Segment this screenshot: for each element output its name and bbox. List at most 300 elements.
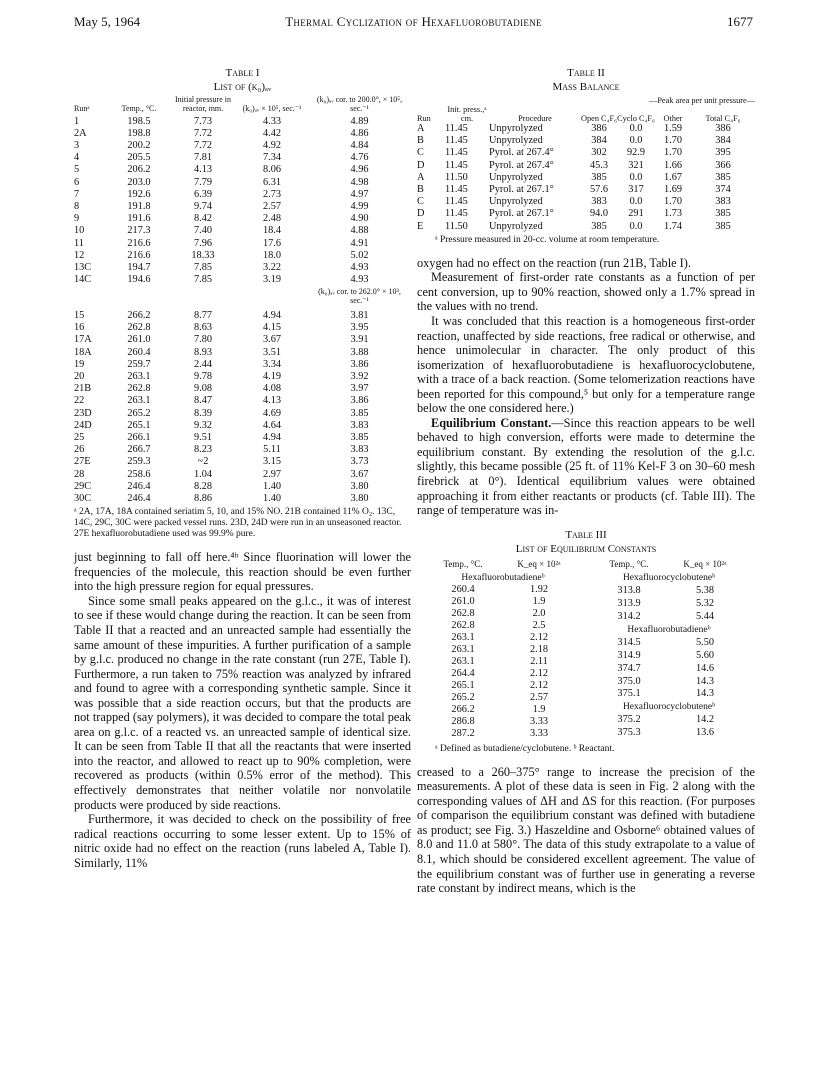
table2-row-cell: 385 bbox=[591, 220, 607, 232]
table3-col-temp-left: Temp., °C. bbox=[443, 558, 483, 569]
table3-cell: 2.12 bbox=[530, 631, 549, 643]
table2-row-cell: Unpyrolyzed bbox=[489, 123, 543, 134]
table1-row-cell: 8.77 bbox=[193, 310, 213, 322]
table1-row-cell: 216.6 bbox=[127, 249, 151, 261]
table2-row-cell: 1.67 bbox=[663, 171, 683, 183]
table1-row-cell: 260.4 bbox=[127, 346, 151, 358]
table1-row bbox=[74, 116, 411, 128]
table1-col-kcor: (k₀)ₐᵥ cor. to 200.0°, × 10⁵, sec.⁻¹ bbox=[316, 95, 403, 113]
table1-row-cell: 9.74 bbox=[193, 201, 213, 213]
table1-row-cell: 4.13 bbox=[262, 395, 282, 407]
table2-row-cell: 385 bbox=[715, 171, 731, 183]
table1-row-cell: 8.39 bbox=[193, 407, 213, 419]
table2-header-row bbox=[417, 105, 755, 123]
table2-row-cell: 11.45 bbox=[445, 208, 468, 220]
table3-cell: 1.92 bbox=[530, 583, 549, 595]
table2-row-cell: A bbox=[417, 171, 425, 183]
table2-row-cell: 11.45 bbox=[445, 196, 468, 208]
table2-row-cell: 383 bbox=[591, 196, 607, 208]
table1-row-cell: 27E bbox=[74, 456, 91, 468]
table1-row-cell: 22 bbox=[74, 395, 85, 407]
table1-row-cell: 1.04 bbox=[193, 468, 213, 480]
table1-col-temp: Temp., °C. bbox=[121, 103, 157, 113]
table3-cell: 375.2 bbox=[617, 714, 641, 726]
table2-row-cell: 0.0 bbox=[629, 123, 643, 134]
table1-row-cell: 4.92 bbox=[262, 140, 282, 151]
table2-row bbox=[417, 172, 755, 184]
table1-row-cell: 9.51 bbox=[193, 432, 213, 444]
table1-row bbox=[74, 225, 411, 237]
table3-cell: 3.33 bbox=[530, 715, 549, 727]
table3-row bbox=[427, 608, 579, 620]
table1-row-cell: 3.67 bbox=[350, 468, 369, 480]
table1-row-cell: 1 bbox=[74, 115, 80, 127]
table1-row bbox=[74, 383, 411, 395]
table1-row-cell: 12 bbox=[74, 249, 85, 261]
table3-cell: 1.9 bbox=[532, 703, 546, 715]
table1-row-cell: 192.6 bbox=[127, 188, 151, 200]
table1 bbox=[74, 96, 411, 505]
table1-row bbox=[74, 152, 411, 164]
table3-row bbox=[427, 704, 579, 716]
table2-footnote: ᵃ Pressure measured in 20-cc. volume at room temperature. bbox=[435, 234, 660, 245]
table2-row-cell: Unpyrolyzed bbox=[489, 135, 543, 147]
table3-cell: 265.1 bbox=[451, 679, 475, 691]
table2-row bbox=[417, 123, 755, 135]
table1-row-cell: 4.42 bbox=[262, 127, 282, 139]
table1-header-row bbox=[74, 96, 411, 116]
table1-row bbox=[74, 469, 411, 481]
table1-row bbox=[74, 250, 411, 262]
table2-row-cell: 366 bbox=[715, 159, 731, 171]
table3-group-right-3 bbox=[593, 701, 745, 714]
table1-footnote: ᵃ 2A, 17A, 18A contained seriatim 5, 10, and 15% NO. 21B contained 11% O₂. 13C, 14C, 29C, 30C were packed vessel runs. 23D, 24D were run in an unseasoned reactor. 27E hexafluorobutadiene used was 99.9% pure. bbox=[74, 507, 402, 540]
table1-row-cell: 263.1 bbox=[127, 395, 151, 407]
table1-row-cell: 7.72 bbox=[193, 140, 213, 151]
table3-row bbox=[427, 716, 579, 728]
table3-cell: 2.12 bbox=[530, 667, 549, 679]
table3-cell: 261.0 bbox=[451, 595, 475, 607]
table3-cell: 286.8 bbox=[451, 715, 475, 727]
table1-row-cell: 8.23 bbox=[193, 444, 213, 456]
table1-row bbox=[74, 128, 411, 140]
table1-row-cell: 7.40 bbox=[193, 225, 213, 237]
table3-group-left-label: Hexafluorobutadieneᵇ bbox=[461, 572, 545, 583]
table1-row-cell: 14C bbox=[74, 274, 92, 286]
table1-row-cell: 29C bbox=[74, 480, 92, 492]
table1-row-cell: 217.3 bbox=[127, 225, 151, 237]
table1-row-cell: 11 bbox=[74, 237, 84, 249]
table2-body bbox=[417, 123, 755, 233]
table2-title: Mass Balance bbox=[552, 81, 620, 93]
table1-row bbox=[74, 359, 411, 371]
table2-row-cell: 1.66 bbox=[663, 159, 683, 171]
right-body-text-2 bbox=[417, 765, 755, 896]
table2-row-cell: A bbox=[417, 123, 425, 134]
table2-number: Table II bbox=[567, 67, 605, 79]
table3-cell: 287.2 bbox=[451, 727, 475, 739]
table2-row-cell: Pyrol. at 267.4° bbox=[489, 159, 554, 171]
table2-row-cell: 11.45 bbox=[445, 184, 468, 196]
table1-row-cell: 3.51 bbox=[262, 346, 282, 358]
table1-row-cell: 6.39 bbox=[193, 188, 213, 200]
table3-row bbox=[427, 644, 579, 656]
table1-row-cell: 4.64 bbox=[262, 419, 282, 431]
table3-left-body bbox=[427, 572, 579, 740]
table1-row-cell: 7.85 bbox=[193, 262, 213, 274]
table1-row-cell: 4.89 bbox=[350, 115, 369, 127]
table1-row-cell: 4.76 bbox=[350, 152, 369, 164]
table3-col-keq-left: K_eq × 10²ᵃ bbox=[517, 558, 561, 569]
table3-cell: 260.4 bbox=[451, 583, 475, 595]
table3-cell: 375.3 bbox=[617, 727, 641, 739]
table3-row bbox=[427, 596, 579, 608]
table2-row-cell: 11.50 bbox=[445, 220, 468, 232]
table3-group-right-1-label: Hexafluorocyclobuteneᵇ bbox=[622, 573, 716, 584]
table2-row-cell: 0.0 bbox=[629, 135, 643, 147]
table1-row bbox=[74, 189, 411, 201]
table1-row-cell: 3.85 bbox=[350, 407, 369, 419]
header-date: May 5, 1964 bbox=[74, 14, 141, 29]
table3-cell: 375.1 bbox=[617, 688, 641, 700]
table2-col-total: Total C₄F₆ bbox=[705, 114, 741, 123]
table1-row-cell: 3.95 bbox=[350, 322, 369, 334]
table3-footnote: ᵃ Defined as butadiene/cyclobutene. ᵇ Reactant. bbox=[435, 743, 615, 754]
table2-row-cell: 57.6 bbox=[589, 184, 609, 196]
table2-row-cell: 94.0 bbox=[589, 208, 609, 220]
table2-row-cell: 383 bbox=[715, 196, 731, 208]
table2-row bbox=[417, 147, 755, 159]
table3-title: List of Equilibrium Constants bbox=[515, 542, 657, 555]
table1-row-cell: 3.86 bbox=[350, 358, 369, 370]
table1-subheader-row bbox=[74, 286, 411, 310]
table3-group-right-1 bbox=[593, 572, 745, 585]
table1-row-cell: 28 bbox=[74, 468, 85, 480]
table1-row-cell: 259.7 bbox=[127, 358, 151, 370]
table2-row-cell: B bbox=[417, 135, 424, 147]
table1-row-cell: 3.88 bbox=[350, 346, 369, 358]
table3-cell: 2.57 bbox=[530, 691, 549, 703]
table1-row-cell: 265.1 bbox=[127, 419, 151, 431]
table1-row-cell: 3.83 bbox=[350, 419, 369, 431]
table3-row bbox=[427, 668, 579, 680]
table2-row-cell: 0.0 bbox=[629, 220, 643, 232]
right-column bbox=[417, 66, 755, 896]
table2-row-cell: Pyrol. at 267.4° bbox=[489, 147, 554, 159]
table3-cell: 262.8 bbox=[451, 607, 475, 619]
table1-row-cell: 4.19 bbox=[262, 371, 282, 383]
table2-row-cell: 385 bbox=[591, 171, 607, 183]
table2-row bbox=[417, 196, 755, 208]
table3-cell: 14.2 bbox=[696, 714, 715, 726]
table1-row-cell: 7.72 bbox=[193, 127, 213, 139]
table1-row bbox=[74, 322, 411, 334]
table1-row bbox=[74, 201, 411, 213]
table1-row-cell: 7.79 bbox=[193, 176, 213, 188]
table1-row-cell: 4.94 bbox=[262, 432, 282, 444]
table2-row-cell: 11.45 bbox=[445, 123, 468, 134]
table1-row-cell: 266.2 bbox=[127, 310, 151, 322]
table2-row-cell: 0.0 bbox=[629, 171, 643, 183]
right-paragraph-4 bbox=[417, 416, 755, 518]
table3-cell: 5.50 bbox=[696, 636, 715, 648]
running-header bbox=[74, 14, 753, 34]
table3-row bbox=[593, 598, 745, 611]
table1-row-cell: 262.8 bbox=[127, 322, 151, 334]
table3 bbox=[417, 558, 755, 740]
table2-row-cell: C bbox=[417, 196, 424, 208]
table2-row-cell: 11.45 bbox=[445, 135, 468, 147]
table3-row bbox=[427, 632, 579, 644]
table1-row-cell: 17.6 bbox=[262, 237, 282, 249]
table1-row-cell: 10 bbox=[74, 225, 85, 237]
table2-row-cell: Pyrol. at 267.1° bbox=[489, 184, 554, 196]
table2-row-cell: 385 bbox=[715, 220, 731, 232]
table1-row bbox=[74, 140, 411, 152]
table1-row-cell: 5.02 bbox=[350, 249, 369, 261]
table1-row-cell: 3.22 bbox=[262, 262, 282, 274]
table1-row-cell: 4.97 bbox=[350, 188, 369, 200]
table1-row-cell: 258.6 bbox=[127, 468, 151, 480]
table1-row-cell: 7.81 bbox=[193, 152, 213, 164]
table1-row bbox=[74, 432, 411, 444]
table3-cell: 374.7 bbox=[617, 662, 641, 674]
table3-col-keq-right: K_eq × 10²ᵃ bbox=[683, 558, 727, 569]
table2-row-cell: 395 bbox=[715, 147, 731, 159]
table3-cell: 2.18 bbox=[530, 643, 549, 655]
table1-col-k: (k₀)ₐᵥ × 10⁵, sec.⁻¹ bbox=[242, 103, 302, 113]
table3-row bbox=[427, 692, 579, 704]
table1-row-cell: 205.5 bbox=[127, 152, 151, 164]
table1-number: Table I bbox=[225, 67, 260, 79]
table3-right bbox=[593, 558, 745, 740]
table1-row-cell: 4.86 bbox=[350, 127, 369, 139]
table1-row-cell: 19 bbox=[74, 358, 85, 370]
table1-subheader: (k₀)ₐᵥ cor. to 262.0° × 10³, sec.⁻¹ bbox=[318, 287, 401, 306]
left-body-text bbox=[74, 550, 411, 870]
table1-row-cell: 4 bbox=[74, 152, 80, 164]
table3-cell: 263.1 bbox=[451, 655, 475, 667]
table1-row-cell: 8.42 bbox=[193, 213, 213, 225]
table3-right-header-row bbox=[593, 558, 745, 572]
table1-row-cell: 191.8 bbox=[127, 201, 151, 213]
table2-row-cell: C bbox=[417, 147, 424, 159]
table2-row-cell: 1.70 bbox=[663, 147, 683, 159]
table1-row-cell: 3.92 bbox=[350, 371, 369, 383]
table2-col-open: Open C₄F₆ bbox=[581, 114, 617, 123]
table1-row-cell: 2.44 bbox=[193, 358, 213, 370]
table1-row-cell: 18A bbox=[74, 346, 92, 358]
table3-cell: 314.9 bbox=[617, 649, 641, 661]
table3-row bbox=[427, 680, 579, 692]
table1-row-cell: 1.40 bbox=[262, 480, 282, 492]
table1-row-cell: 30C bbox=[74, 493, 92, 505]
table3-cell: 314.5 bbox=[617, 636, 641, 648]
table1-row-cell: 8.63 bbox=[193, 322, 213, 334]
table1-row-cell: 4.33 bbox=[262, 115, 282, 127]
table3-cell: 313.8 bbox=[617, 585, 641, 597]
table1-row-cell: 6 bbox=[74, 176, 80, 188]
table1-row-cell: 18.0 bbox=[262, 249, 282, 261]
table2-row-cell: Pyrol. at 267.1° bbox=[489, 208, 554, 220]
table1-row-cell: 23D bbox=[74, 407, 92, 419]
table2-row-cell: 1.73 bbox=[663, 208, 683, 220]
table2-row-cell: 1.74 bbox=[663, 220, 683, 232]
table3-cell: 2.11 bbox=[530, 655, 548, 667]
table1-row-cell: 9.08 bbox=[193, 383, 213, 395]
table1-row-cell: 5 bbox=[74, 164, 80, 176]
table2-row-cell: 1.59 bbox=[663, 123, 683, 134]
table3-cell: 263.1 bbox=[451, 631, 475, 643]
table2-group-row bbox=[417, 96, 755, 105]
table2-row-cell: 384 bbox=[591, 135, 607, 147]
table1-row-cell: 191.6 bbox=[127, 213, 151, 225]
table1-row-cell: 194.6 bbox=[127, 274, 151, 286]
table2-row-cell: Unpyrolyzed bbox=[489, 171, 543, 183]
table1-row-cell: 16 bbox=[74, 322, 85, 334]
table1-row bbox=[74, 493, 411, 505]
left-paragraph-1: just beginning to fall off here.⁴ᵇ Since fluorination will lower the frequencies of the molecule, this reaction should be even further into the high pressure region for equal pressures. bbox=[74, 550, 411, 594]
table1-row-cell: 262.8 bbox=[127, 383, 151, 395]
table3-cell: 314.2 bbox=[617, 610, 641, 622]
right-paragraph-1: oxygen had no effect on the reaction (run 21B, Table I). bbox=[417, 255, 691, 270]
table1-row-cell: 4.93 bbox=[350, 262, 369, 274]
table2-row-cell: 384 bbox=[715, 135, 731, 147]
table3-group-right-2 bbox=[593, 623, 745, 636]
table1-row-cell: 9.78 bbox=[193, 371, 213, 383]
table3-cell: 266.2 bbox=[451, 703, 475, 715]
table1-row bbox=[74, 262, 411, 274]
table3-cell: 2.12 bbox=[530, 679, 549, 691]
table3-right-body bbox=[593, 572, 745, 740]
table2-row bbox=[417, 221, 755, 233]
table1-row-cell: 3.15 bbox=[262, 456, 282, 468]
table2-row-cell: 1.70 bbox=[663, 196, 683, 208]
table1-row-cell: 5.11 bbox=[263, 444, 281, 456]
table1-row-cell: 2A bbox=[74, 127, 87, 139]
table1-row-cell: 3.73 bbox=[350, 456, 369, 468]
table1-row-cell: 20 bbox=[74, 371, 85, 383]
table2-row-cell: B bbox=[417, 184, 424, 196]
table1-row bbox=[74, 395, 411, 407]
table1-row-cell: 24D bbox=[74, 419, 92, 431]
table3-cell: 264.4 bbox=[451, 667, 475, 679]
right-paragraph-3: It was concluded that this reaction is a homogeneous first-order reaction, unaffected by side reactions, free radical or otherwise, and hence unimolecular in character. The only product of this isomerization of hexafluorobutadiene is hexafluorocyclobutene, with a trace of a back reaction. (Some telomerization reactions have been reported for this compound,⁵ but only for a temperature range below the one considered here.) bbox=[417, 314, 755, 416]
table1-row-cell: 4.99 bbox=[350, 201, 369, 213]
table1-row bbox=[74, 408, 411, 420]
table1-body-a bbox=[74, 116, 411, 287]
table1-row-cell: 7.96 bbox=[193, 237, 213, 249]
table3-row bbox=[593, 662, 745, 675]
table1-row bbox=[74, 444, 411, 456]
table2-row-cell: 317 bbox=[628, 184, 644, 196]
page-number: 1677 bbox=[727, 14, 753, 29]
table1-row bbox=[74, 371, 411, 383]
table1-row-cell: 2.57 bbox=[262, 201, 282, 213]
table3-cell: 5.60 bbox=[696, 649, 715, 661]
table2-col-procedure: Procedure bbox=[518, 114, 552, 123]
table1-row-cell: 265.2 bbox=[127, 407, 151, 419]
right-paragraph-2: Measurement of first-order rate constants as a function of per cent conversion, up to 90% reaction, showed only a 1.7% spread in the values with no trend. bbox=[417, 270, 755, 314]
table2-row-cell: 11.50 bbox=[445, 171, 468, 183]
table3-row bbox=[593, 610, 745, 623]
table1-row-cell: 4.91 bbox=[350, 237, 369, 249]
table1-row-cell: 206.2 bbox=[127, 164, 151, 176]
table3-cell: 5.44 bbox=[696, 610, 715, 622]
table3-caption bbox=[417, 528, 755, 556]
table1-row-cell: 3.67 bbox=[262, 334, 282, 346]
table1-row-cell: 4.98 bbox=[350, 176, 369, 188]
table1-row-cell: 3.83 bbox=[350, 444, 369, 456]
table2-row-cell: 1.69 bbox=[663, 184, 683, 196]
right-paragraph-5: creased to a 260–375° range to increase the precision of the measurements. A plot of these data is seen in Fig. 2 along with the corresponding values of ΔH and ΔS for this reaction. (For purposes of comparison the equilibrium constant was defined with butadiene as product; see Fig. 3.) Haszeldine and Osborne⁶ obtained values of 8.0 and 11.0 at 580°. The data of this study extrapolate to a value of 8.1, which should be considered excellent agreement. The value of the equilibrium constant was of further use in generating a reverse rate constant by indirect means, which is the bbox=[417, 764, 755, 896]
table1-row-cell: 3.91 bbox=[350, 334, 369, 346]
table1-row-cell: 2.97 bbox=[262, 468, 282, 480]
table1-row-cell: 8.47 bbox=[193, 395, 213, 407]
table1-row-cell: 259.3 bbox=[127, 456, 151, 468]
table3-cell: 262.8 bbox=[451, 619, 475, 631]
table2-row-cell: 291 bbox=[628, 208, 644, 220]
table2-row-cell: 11.45 bbox=[445, 147, 468, 159]
table3-row bbox=[427, 728, 579, 740]
table3-cell: 14.3 bbox=[696, 688, 715, 700]
table1-row-cell: 266.7 bbox=[127, 444, 151, 456]
table3-cell: 5.32 bbox=[696, 597, 715, 609]
table3-cell: 13.6 bbox=[696, 727, 715, 739]
table1-title: List of (k₀)ₐᵥ bbox=[213, 81, 272, 93]
table3-cell: 265.2 bbox=[451, 691, 475, 703]
table1-body-b bbox=[74, 310, 411, 505]
table3-row bbox=[593, 675, 745, 688]
table3-row bbox=[427, 584, 579, 596]
table2-row-cell: 321 bbox=[628, 159, 644, 171]
table1-row-cell: 4.88 bbox=[350, 225, 369, 237]
table2-row-cell: Unpyrolyzed bbox=[489, 196, 543, 208]
table1-row bbox=[74, 238, 411, 250]
table3-cell: 14.6 bbox=[696, 662, 715, 674]
table1-row-cell: 4.93 bbox=[350, 274, 369, 286]
table3-cell: 263.1 bbox=[451, 643, 475, 655]
table1-row-cell: 200.2 bbox=[127, 140, 151, 151]
table2-col-cyclo: Cyclo C₄F₆ bbox=[617, 114, 655, 123]
table3-row bbox=[427, 656, 579, 668]
table1-row-cell: 246.4 bbox=[127, 493, 151, 505]
table2-row-cell: E bbox=[417, 220, 424, 232]
table1-row-cell: 7.34 bbox=[262, 152, 282, 164]
table2-row-cell: 302 bbox=[591, 147, 607, 159]
table3-row bbox=[593, 649, 745, 662]
table1-row-cell: 7 bbox=[74, 188, 80, 200]
table1-row-cell: 4.13 bbox=[193, 164, 213, 176]
table3-number: Table III bbox=[565, 528, 607, 541]
table1-row-cell: 4.94 bbox=[262, 310, 282, 322]
table1-row-cell: 4.15 bbox=[262, 322, 282, 334]
table1-row-cell: 198.5 bbox=[127, 115, 151, 127]
left-column bbox=[74, 66, 411, 870]
table1-row-cell: 18.4 bbox=[262, 225, 282, 237]
table1-row-cell: 8.86 bbox=[193, 493, 213, 505]
table3-row bbox=[593, 727, 745, 740]
table1-row-cell: 9 bbox=[74, 213, 80, 225]
left-paragraph-2: Since some small peaks appeared on the g.l.c., it was of interest to see if these would change during the reaction. It can be seen from Table II that a reacted and an unreacted sample had essentially the same amount of these impurities. A further purification of a sample by g.l.c. produced no change in the rate constant (run 27E, Table I). Furthermore, a run taken to 75% reaction was analyzed by infrared and found to agree with a corresponding synthetic sample. Since it was possible that a side reaction occurs, but that the products are not trapped (say polymers), it was decided to compare the total peak area on g.l.c. of a reacted vs. an unreacted sample of identical size. It can be seen from Table II that all the reactants that were inserted into the reactor, and allowed to react up to 90% completion, were recovered as products (within 0.5% error of the method). This effectively demonstrates that neither volatile nor nonvolatile products were produced by side reactions. bbox=[74, 593, 411, 812]
table2-caption bbox=[417, 66, 755, 94]
table1-row-cell: 26 bbox=[74, 444, 85, 456]
table1-row-cell: 8 bbox=[74, 201, 80, 213]
table2-row-cell: 92.9 bbox=[626, 147, 646, 159]
table3-col-temp-right: Temp., °C. bbox=[609, 558, 649, 569]
table1-row bbox=[74, 456, 411, 468]
table1-row bbox=[74, 347, 411, 359]
